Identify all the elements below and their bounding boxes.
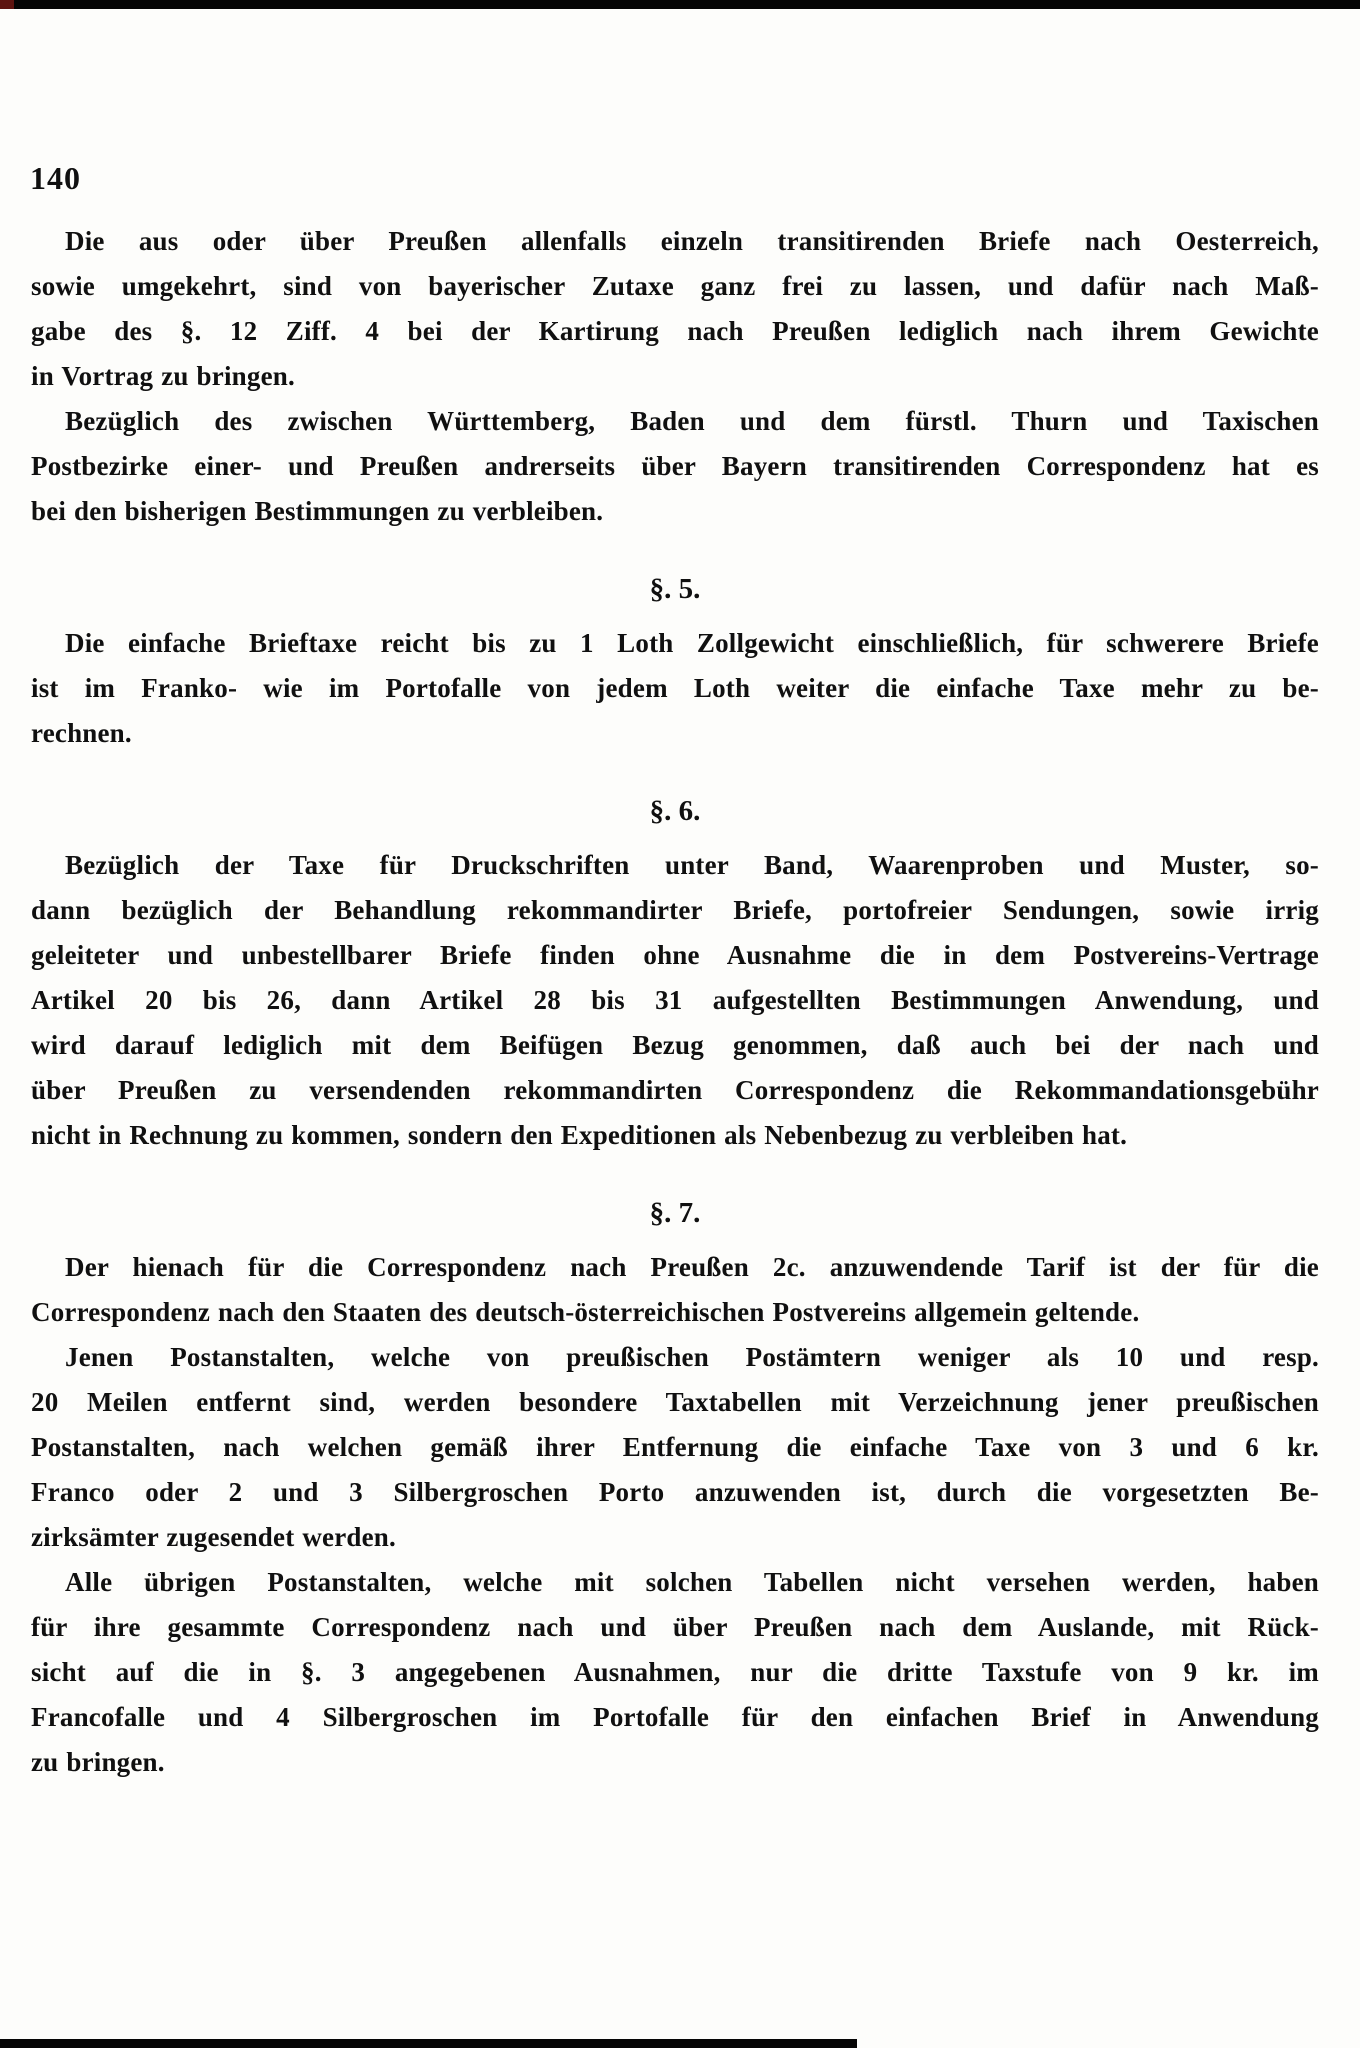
text-line: Postbezirke einer- und Preußen andrerseits über Bayern transitirenden Correspondenz hat es [31,451,1319,481]
section-heading: §. 6. [649,795,701,827]
text-line: zirksämter zugesendet werden. [31,1522,396,1552]
paragraph [31,843,1319,1158]
text-line: Correspondenz nach den Staaten des deutsch-österreichischen Postvereins allgemein geltende. [31,1297,1140,1327]
text-line: Die aus oder über Preußen allenfalls einzeln transitirenden Briefe nach Oesterreich, [65,226,1319,256]
scan-edge-top-red-mark [0,0,14,9]
text-line: Bezüglich der Taxe für Druckschriften unter Band, Waarenproben und Muster, so- [65,850,1319,880]
scan-edge-top [0,0,1360,9]
text-line: dann bezüglich der Behandlung rekommandirter Briefe, portofreier Sendungen, sowie irrig [31,895,1319,925]
text-line: Bezüglich des zwischen Württemberg, Baden und dem fürstl. Thurn und Taxischen [65,406,1319,436]
text-line: Alle übrigen Postanstalten, welche mit solchen Tabellen nicht versehen werden, haben [65,1567,1319,1597]
text-line: Die einfache Brieftaxe reicht bis zu 1 Loth Zollgewicht einschließlich, für schwerere Briefe [65,628,1319,658]
text-line: sicht auf die in §. 3 angegebenen Ausnahmen, nur die dritte Taxstufe von 9 kr. im [31,1657,1319,1687]
section-heading: §. 7. [649,1197,701,1229]
paragraph [31,1245,1319,1335]
text-line: für ihre gesammte Correspondenz nach und über Preußen nach dem Auslande, mit Rück- [31,1612,1319,1642]
body-text [31,219,1319,1785]
text-line: wird darauf lediglich mit dem Beifügen Bezug genommen, daß auch bei der nach und [31,1030,1319,1060]
text-line: Postanstalten, nach welchen gemäß ihrer Entfernung die einfache Taxe von 3 und 6 kr. [31,1432,1319,1462]
text-line: zu bringen. [31,1747,165,1777]
text-line: rechnen. [31,718,132,748]
text-line: gabe des §. 12 Ziff. 4 bei der Kartirung nach Preußen lediglich nach ihrem Gewichte [31,316,1319,346]
text-line: bei den bisherigen Bestimmungen zu verbleiben. [31,496,604,526]
text-line: Jenen Postanstalten, welche von preußischen Postämtern weniger als 10 und resp. [65,1342,1319,1372]
paragraph [31,621,1319,756]
paragraph [31,1335,1319,1560]
page-number: 140 [30,160,81,196]
paragraph [31,399,1319,534]
text-line: Franco oder 2 und 3 Silbergroschen Porto anzuwenden ist, durch die vorgesetzten Be- [31,1477,1319,1507]
text-line: in Vortrag zu bringen. [31,361,295,391]
text-line: nicht in Rechnung zu kommen, sondern den Expeditionen als Nebenbezug zu verbleiben hat. [31,1120,1128,1150]
text-line: Francofalle und 4 Silbergroschen im Portofalle für den einfachen Brief in Anwendung [31,1702,1319,1732]
text-line: Artikel 20 bis 26, dann Artikel 28 bis 31 aufgestellten Bestimmungen Anwendung, und [31,985,1319,1015]
paragraph [31,1560,1319,1785]
text-line: sowie umgekehrt, sind von bayerischer Zutaxe ganz frei zu lassen, und dafür nach Maß- [31,271,1319,301]
text-line: geleiteter und unbestellbarer Briefe finden ohne Ausnahme die in dem Postvereins-Vertrage [31,940,1319,970]
text-line: 20 Meilen entfernt sind, werden besondere Taxtabellen mit Verzeichnung jener preußischen [31,1387,1319,1417]
scan-edge-bottom [0,2039,857,2048]
text-line: ist im Franko- wie im Portofalle von jedem Loth weiter die einfache Taxe mehr zu be- [31,673,1319,703]
section-heading: §. 5. [649,573,701,605]
text-line: Der hienach für die Correspondenz nach Preußen 2c. anzuwendende Tarif ist der für die [65,1252,1319,1282]
paragraph [31,219,1319,399]
text-line: über Preußen zu versendenden rekommandirten Correspondenz die Rekommandationsgebühr [31,1075,1319,1105]
